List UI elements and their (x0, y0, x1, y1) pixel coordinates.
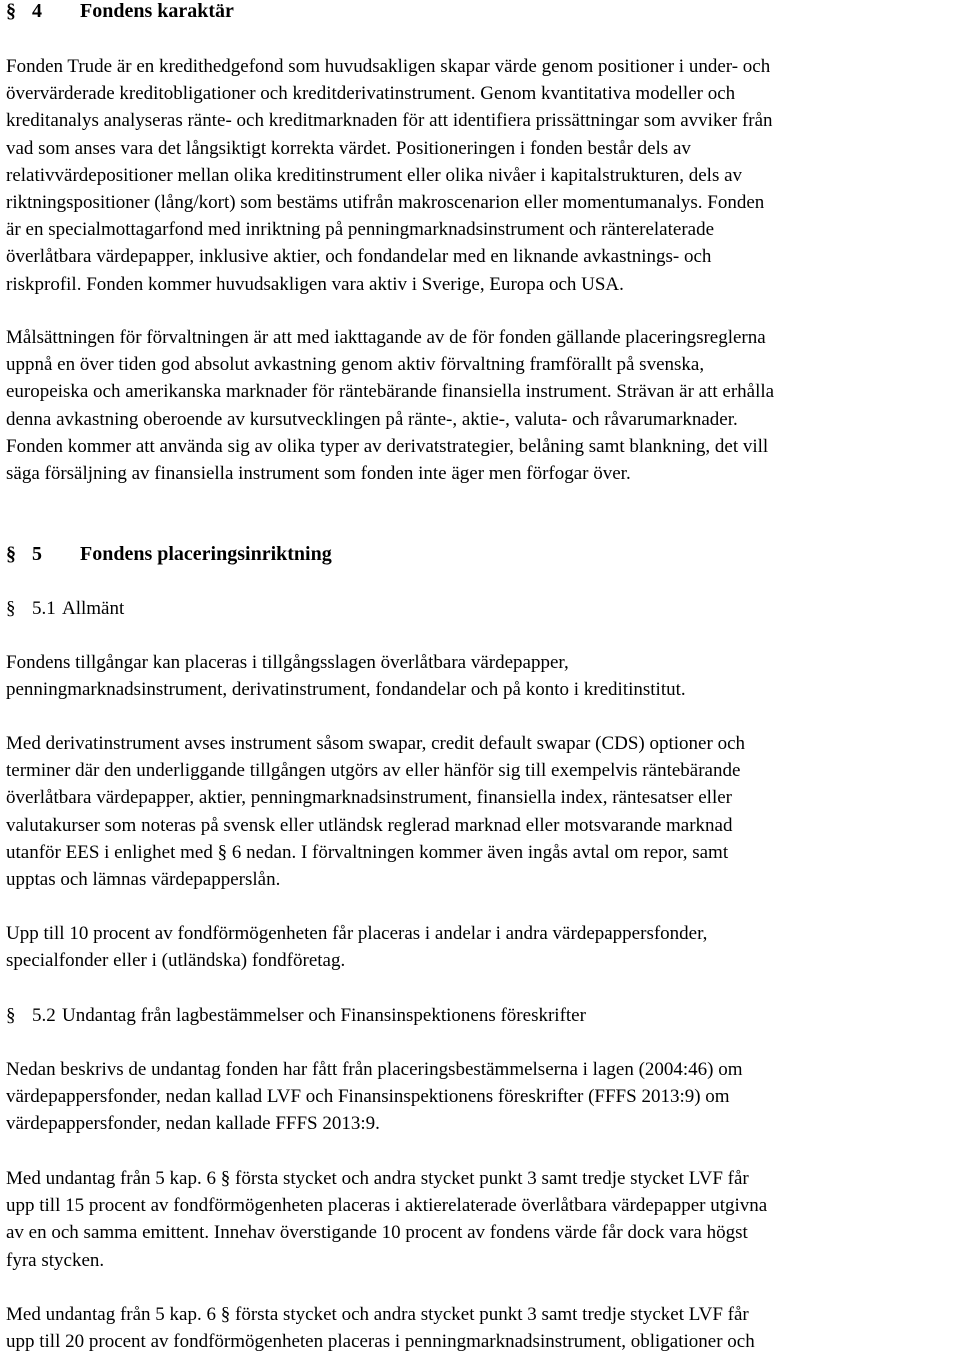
text-line: relativvärdepositioner mellan olika kreditinstrument eller olika nivåer i kapitalstrukturen, dels av (6, 164, 743, 186)
text-line: utanför EES i enlighet med § 6 nedan. I förvaltningen kommer även ingås avtal om repor, samt (6, 841, 729, 863)
subsection-5-2-paragraph-1 (6, 1056, 956, 1138)
section-mark: § (6, 543, 16, 565)
section-4-paragraph-2 (6, 324, 956, 487)
text-line: värdepappersfonder, nedan kallad LVF och Finansinspektionens föreskrifter (FFFS 2013:9) om (6, 1086, 730, 1108)
text-line: vad som anses vara det långsiktigt korrekta värdet. Positioneringen i fonden består dels av (6, 137, 691, 159)
text-line: Fonden kommer att använda sig av olika typer av derivatstrategier, belåning samt blankning, det vill (6, 435, 769, 457)
section-title: Fondens karaktär (80, 0, 234, 22)
text-line: Med undantag från 5 kap. 6 § första stycket och andra stycket punkt 3 samt tredje stycket LVF får (6, 1304, 749, 1325)
text-line: överlåtbara värdepapper, inklusive aktier, och fondandelar med en liknande avkastnings- och (6, 246, 712, 268)
text-line: överlåtbara värdepapper, aktier, penningmarknadsinstrument, finansiella index, räntesatser eller (6, 787, 732, 809)
text-line: av en och samma emittent. Innehav överstigande 10 procent av fondens värde får dock vara högst (6, 1222, 748, 1244)
text-line: fyra stycken. (6, 1249, 105, 1271)
text-line: europeiska och amerikanska marknader för räntebärande finansiella instrument. Strävan är att erhålla (6, 381, 775, 403)
subsection-5-2-paragraph-3 (6, 1301, 956, 1355)
subsection-5-1-paragraph-1 (6, 649, 956, 703)
text-line: penningmarknadsinstrument, derivatinstrument, fondandelar och på konto i kreditinstitut. (6, 679, 686, 701)
text-line: uppnå en över tiden god absolut avkastning genom aktiv förvaltning framförallt på svenska, (6, 354, 705, 376)
text-line: specialfonder eller i (utländska) fondföretag. (6, 950, 346, 972)
section-title: Fondens placeringsinriktning (80, 543, 332, 565)
section-mark: § (6, 598, 16, 619)
text-line: säga försäljning av finansiella instrument som fonden inte äger men förfogar över. (6, 463, 631, 485)
text-line: valutakurser som noteras på svensk eller utländsk reglerad marknad eller motsvarande marknad (6, 814, 733, 836)
text-line: Med derivatinstrument avses instrument såsom swapar, credit default swapar (CDS) optioner och (6, 733, 745, 754)
subsection-5-1-heading (6, 595, 956, 622)
text-line: upp till 20 procent av fondförmögenheten placeras i penningmarknadsinstrument, obligationer och (6, 1331, 755, 1353)
section-mark: § (6, 1005, 16, 1026)
text-line: är en specialmottagarfond med inriktning på penningmarknadsinstrument och ränterelaterade (6, 219, 715, 241)
text-line: Nedan beskrivs de undantag fonden har fått från placeringsbestämmelserna i lagen (2004:46) om (6, 1059, 743, 1080)
text-line: riktningspositioner (lång/kort) som bestäms utifrån makroscenarion eller momentumanalys. Fonden (6, 192, 765, 214)
subsection-5-2-heading (6, 1002, 956, 1029)
text-line: upptas och lämnas värdepapperslån. (6, 869, 281, 891)
section-5-heading (6, 541, 956, 568)
text-line: denna avkastning oberoende av kursutvecklingen på ränte-, aktie-, valuta- och råvarumarknader. (6, 408, 738, 430)
subsection-5-1-paragraph-2 (6, 730, 956, 893)
subsection-number: 5.2 (32, 1005, 56, 1026)
section-number: 4 (32, 0, 42, 22)
text-line: värdepappersfonder, nedan kallade FFFS 2013:9. (6, 1113, 380, 1135)
text-line: kreditanalys analyseras ränte- och kreditmarknaden för att identifiera prissättningar som avviker från (6, 110, 773, 132)
subsection-title: Undantag från lagbestämmelser och Finansinspektionens föreskrifter (62, 1005, 586, 1026)
section-4-paragraph-1 (6, 53, 956, 298)
subsection-title: Allmänt (62, 598, 125, 619)
text-line: terminer där den underliggande tillgången utgörs av eller hänför sig till exempelvis räntebärande (6, 760, 741, 782)
text-line: upp till 15 procent av fondförmögenheten placeras i aktierelaterade överlåtbara värdepapper utgivna (6, 1195, 768, 1217)
text-line: Fondens tillgångar kan placeras i tillgångsslagen överlåtbara värdepapper, (6, 652, 569, 673)
text-line: riskprofil. Fonden kommer huvudsakligen vara aktiv i Sverige, Europa och USA. (6, 273, 624, 295)
subsection-number: 5.1 (32, 598, 56, 619)
subsection-5-2-paragraph-2 (6, 1165, 956, 1274)
text-line: Upp till 10 procent av fondförmögenheten får placeras i andelar i andra värdepappersfonder, (6, 923, 708, 944)
text-line: Målsättningen för förvaltningen är att med iakttagande av de för fonden gällande placeringsreglerna (6, 327, 766, 348)
section-mark: § (6, 0, 16, 22)
section-4-heading (6, 0, 956, 25)
text-line: Med undantag från 5 kap. 6 § första stycket och andra stycket punkt 3 samt tredje stycket LVF får (6, 1168, 749, 1189)
text-line: övervärderade kreditobligationer och kreditderivatinstrument. Genom kvantitativa modeller och (6, 83, 736, 105)
section-number: 5 (32, 543, 42, 565)
text-line: Fonden Trude är en kredithedgefond som huvudsakligen skapar värde genom positioner i under- och (6, 56, 771, 77)
subsection-5-1-paragraph-3 (6, 920, 956, 974)
